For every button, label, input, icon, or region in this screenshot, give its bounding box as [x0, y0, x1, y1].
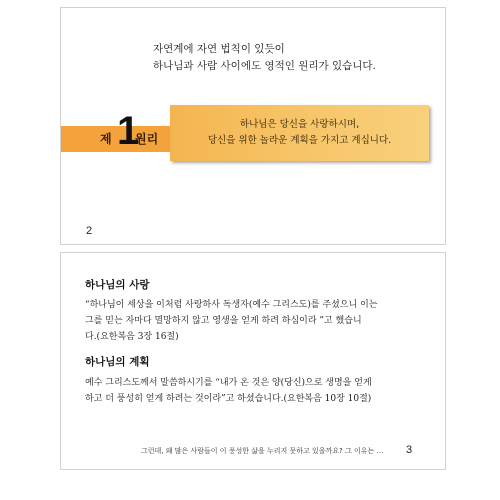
paragraph-gods-plan [85, 375, 430, 407]
principle-line-1: 하나님은 당신을 사랑하시며, [239, 119, 360, 130]
intro-line-2: 하나님과 사람 사이에도 영적인 원리가 있습니다. [153, 60, 376, 72]
principle-line-2: 당신을 위한 놀라운 계획을 가지고 계십니다. [207, 135, 392, 146]
principle-statement-box [170, 105, 429, 161]
intro-text [153, 41, 376, 75]
para2-line-1: 예수 그리스도께서 말씀하시기를 “내가 온 것은 양(당신)으로 생명을 얻게 [85, 378, 372, 388]
para1-line-3: 다.(요한복음 3장 16절) [85, 332, 179, 342]
para1-line-1: “하나님이 세상을 이처럼 사랑하사 독생자(예수 그리스도)를 주셨으니 이는 [85, 300, 378, 310]
footer-teaser: 그런데, 왜 많은 사람들이 이 풍성한 삶을 누리지 못하고 있을까요? 그 이유는 … [141, 447, 384, 455]
para2-line-2: 하고 더 풍성히 얻게 하려는 것이라”고 하셨습니다.(요한복음 10장 10절) [85, 394, 372, 404]
para1-line-2: 그를 믿는 자마다 멸망하지 않고 영생을 얻게 하려 하심이라 ”고 했습니 [85, 316, 362, 326]
intro-line-1: 자연계에 자연 법칙이 있듯이 [153, 43, 285, 55]
principle-number: 1 [117, 109, 140, 153]
page-number: 3 [406, 444, 413, 456]
principle-prefix: 제 [100, 132, 112, 146]
heading-gods-love: 하나님의 사랑 [85, 279, 150, 291]
paragraph-gods-love [85, 297, 430, 345]
principle-suffix: 원리 [135, 132, 159, 146]
principle-statement [170, 117, 429, 149]
booklet-page-2 [60, 7, 446, 245]
heading-gods-plan: 하나님의 계획 [85, 356, 150, 368]
booklet-page-3 [60, 252, 446, 470]
page-number: 2 [86, 225, 93, 237]
